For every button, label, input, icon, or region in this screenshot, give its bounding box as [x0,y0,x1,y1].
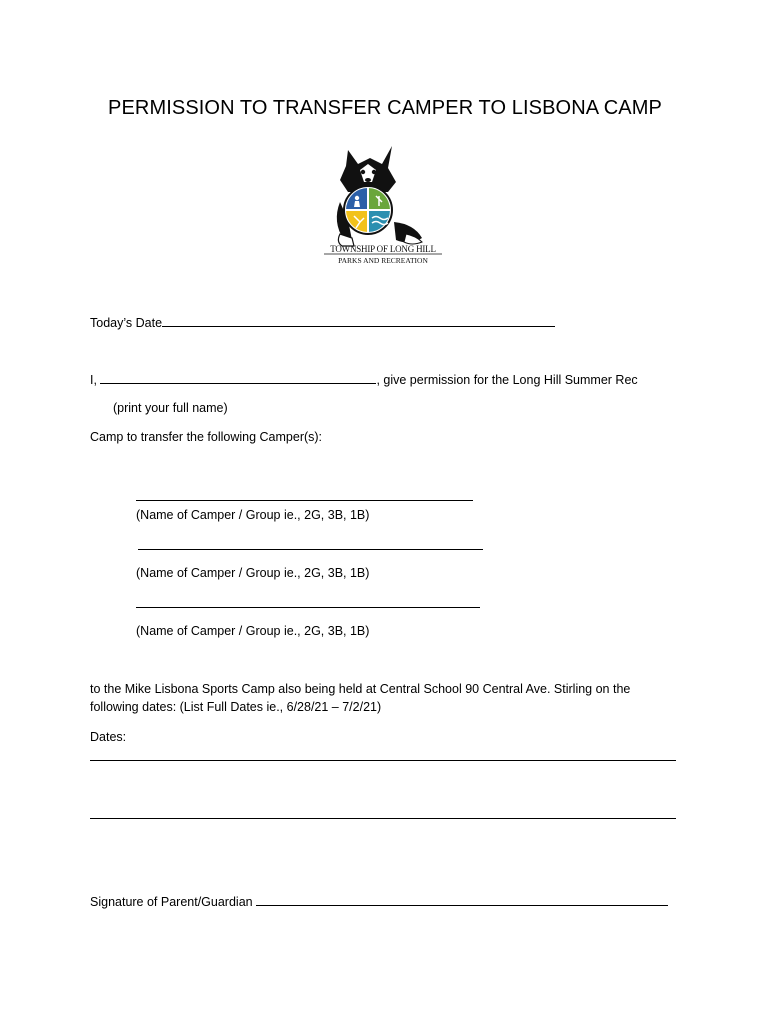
signature-label: Signature of Parent/Guardian [90,895,253,909]
dates-field-1[interactable] [90,760,676,761]
signature-field[interactable] [256,893,668,906]
parent-name-field[interactable] [100,371,376,384]
transfer-line: Camp to transfer the following Camper(s): [90,430,323,444]
todays-date-label: Today’s Date [90,316,163,330]
camper-field-3[interactable] [136,607,480,608]
dog-emblem-icon [318,142,448,267]
camper-hint-2: (Name of Camper / Group ie., 2G, 3B, 1B) [136,566,370,580]
logo-parks-text: PARKS AND RECREATION [338,256,428,265]
location-line-2: following dates: (List Full Dates ie., 6/28/21 – 7/2/21) [90,700,382,714]
camper-hint-3: (Name of Camper / Group ie., 2G, 3B, 1B) [136,624,370,638]
camper-hint-1: (Name of Camper / Group ie., 2G, 3B, 1B) [136,508,370,522]
camper-field-2[interactable] [138,549,483,550]
form-title: PERMISSION TO TRANSFER CAMPER TO LISBONA CAMP [108,97,662,119]
permission-row [90,371,638,388]
signature-row [90,893,668,910]
township-logo [318,142,448,267]
permission-prefix: I, [90,373,97,387]
permission-suffix: , give permission for the Long Hill Summer Rec [376,373,638,387]
camper-field-1[interactable] [136,500,473,501]
todays-date-row [90,314,555,331]
print-name-hint: (print your full name) [113,401,228,415]
dates-label: Dates: [90,730,127,744]
todays-date-field[interactable] [162,314,555,327]
location-line-1: to the Mike Lisbona Sports Camp also being held at Central School 90 Central Ave. Stirling on the [90,682,631,696]
dates-field-2[interactable] [90,818,676,819]
logo-township-text: TOWNSHIP OF LONG HILL [330,244,436,254]
